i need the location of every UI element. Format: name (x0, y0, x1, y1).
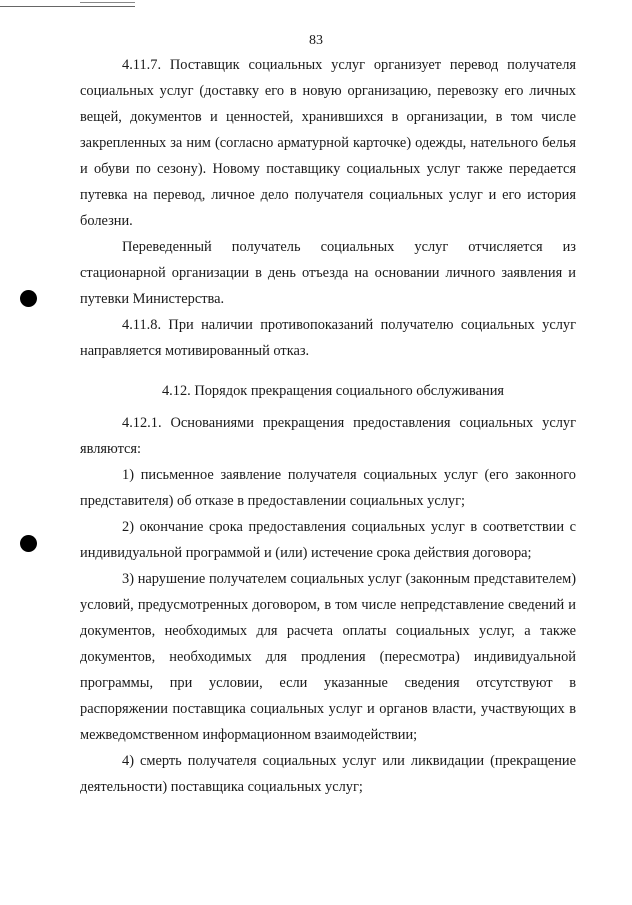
section-heading-4-12: 4.12. Порядок прекращения социального обслуживания (161, 383, 505, 399)
page-number: 83 (309, 33, 323, 48)
scan-edge-mark (0, 0, 135, 7)
paragraph-4-12-1: 4.12.1. Основаниями прекращения предоставления социальных услуг являются: (80, 415, 576, 457)
document-body (80, 52, 576, 800)
paragraph-4-11-7: 4.11.7. Поставщик социальных услуг организует перевод получателя социальных услуг (доставку его в новую организацию, перевозку его личных вещей, документов и ценностей, хранившихся в организации, в том числе закрепленных за ним (согласно арматурной карточке) одежды, нательного белья и обуви по сезону). Новому поставщику социальных услуг также передается путевка на перевод, личное дело получателя социальных услуг и его история болезни. (80, 57, 576, 229)
punch-hole-upper (20, 290, 37, 307)
punch-hole-lower (20, 535, 37, 552)
list-item-3: 3) нарушение получателем социальных услуг (законным представителем) условий, предусмотренных договором, в том числе непредставление сведений и документов, необходимых для расчета оплаты социальных услуг, а также документов, необходимых для продления (пересмотра) индивидуальной программы, при условии, если указанные сведения отсутствуют в распоряжении поставщика социальных услуг и органов власти, участвующих в межведомственном информационном взаимодействии; (80, 571, 576, 743)
list-item-4: 4) смерть получателя социальных услуг или ликвидации (прекращение деятельности) поставщика социальных услуг; (80, 753, 576, 795)
paragraph-4-11-8: 4.11.8. При наличии противопоказаний получателю социальных услуг направляется мотивированный отказ. (80, 317, 576, 359)
paragraph-transfer-dismissal: Переведенный получатель социальных услуг отчисляется из стационарной организации в день отъезда на основании личного заявления и путевки Министерства. (80, 239, 576, 307)
list-item-2: 2) окончание срока предоставления социальных услуг в соответствии с индивидуальной программой и (или) истечение срока действия договора; (80, 519, 576, 561)
list-item-1: 1) письменное заявление получателя социальных услуг (его законного представителя) об отказе в предоставлении социальных услуг; (80, 467, 576, 509)
